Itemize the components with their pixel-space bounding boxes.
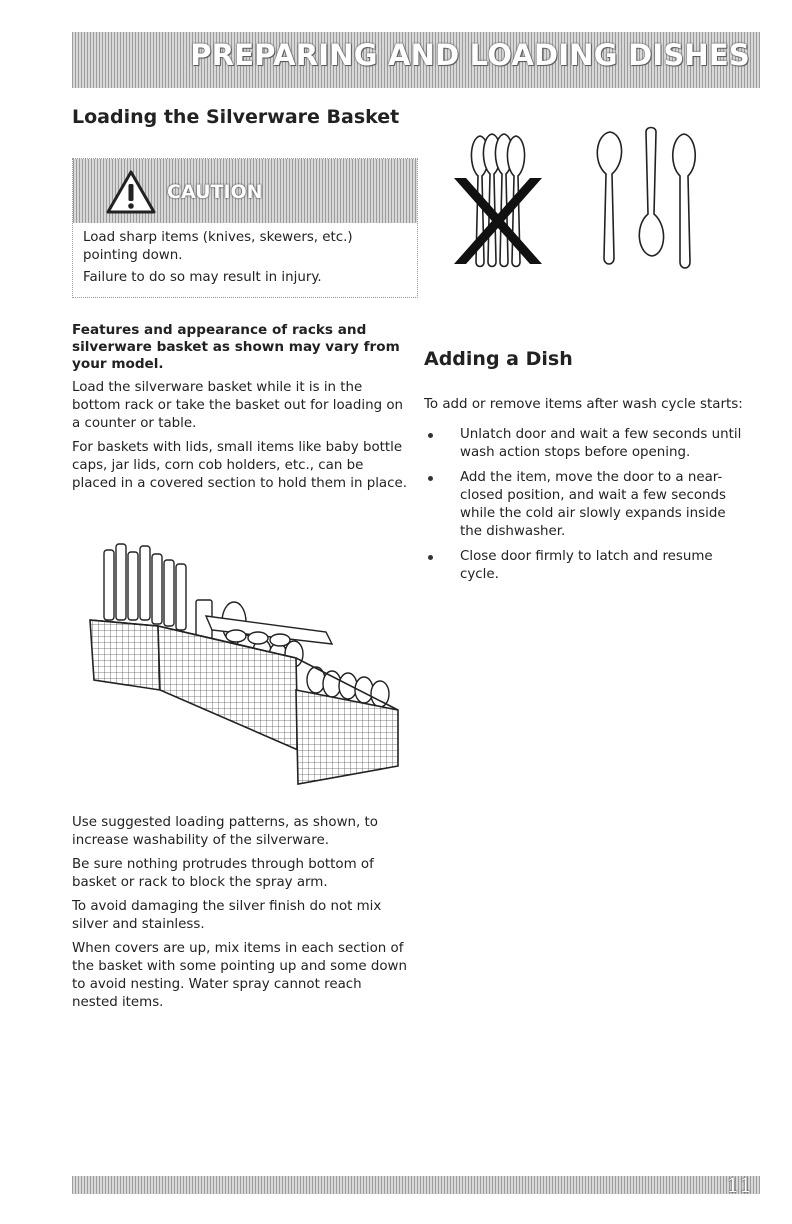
paragraph-small-items: For baskets with lids, small items like baby bottle caps, jar lids, corn cob holders, etc., can be placed in a covered section to hold them in place. <box>72 440 407 491</box>
adding-dish-list <box>424 426 744 584</box>
list-item: Close door firmly to latch and resume cycle. <box>424 548 744 584</box>
paragraph-silver-finish: To avoid damaging the silver finish do not mix silver and stainless. <box>72 899 382 932</box>
caution-text <box>83 229 403 291</box>
adding-dish-intro: To add or remove items after wash cycle starts: <box>424 397 743 412</box>
paragraph-loading-patterns: Use suggested loading patterns, as shown, to increase washability of the silverware. <box>72 815 378 848</box>
silverware-basket-illustration <box>86 540 406 790</box>
page-number: 11 <box>726 1173 752 1197</box>
right-column-text <box>424 396 744 591</box>
paragraph-nesting: When covers are up, mix items in each section of the basket with some pointing up and some down to avoid nesting. Water spray cannot reach nested items. <box>72 941 407 1010</box>
paragraph-basket-location: Load the silverware basket while it is in the bottom rack or take the basket out for loading on a counter or table. <box>72 380 404 431</box>
caution-line-2: Failure to do so may result in injury. <box>83 270 322 285</box>
section-heading-adding-dish: Adding a Dish <box>424 348 573 370</box>
model-variation-note: Features and appearance of racks and silverware basket as shown may vary from your model. <box>72 322 400 372</box>
page-title: PREPARING AND LOADING DISHES <box>190 38 750 72</box>
cross-x-icon <box>454 178 542 264</box>
paragraph-protrusion: Be sure nothing protrudes through bottom of basket or rack to block the spray arm. <box>72 857 374 890</box>
spoon-nesting-illustration <box>440 126 710 276</box>
left-column-text <box>72 322 408 499</box>
caution-header <box>73 159 417 223</box>
caution-box <box>72 158 418 298</box>
warning-triangle-icon <box>105 169 157 215</box>
caution-line-1: Load sharp items (knives, skewers, etc.) pointing down. <box>83 230 353 263</box>
footer-bar <box>72 1173 760 1197</box>
list-item: Add the item, move the door to a near-closed position, and wait a few seconds while the cold air slowly expands inside the dishwasher. <box>424 469 744 541</box>
section-heading-silverware: Loading the Silverware Basket <box>72 106 400 128</box>
list-item: Unlatch door and wait a few seconds until wash action stops before opening. <box>424 426 744 462</box>
separated-spoons-icon <box>597 128 695 269</box>
header-bar <box>72 32 760 88</box>
caution-title: CAUTION <box>167 181 263 203</box>
left-column-text-bottom <box>72 814 408 1018</box>
